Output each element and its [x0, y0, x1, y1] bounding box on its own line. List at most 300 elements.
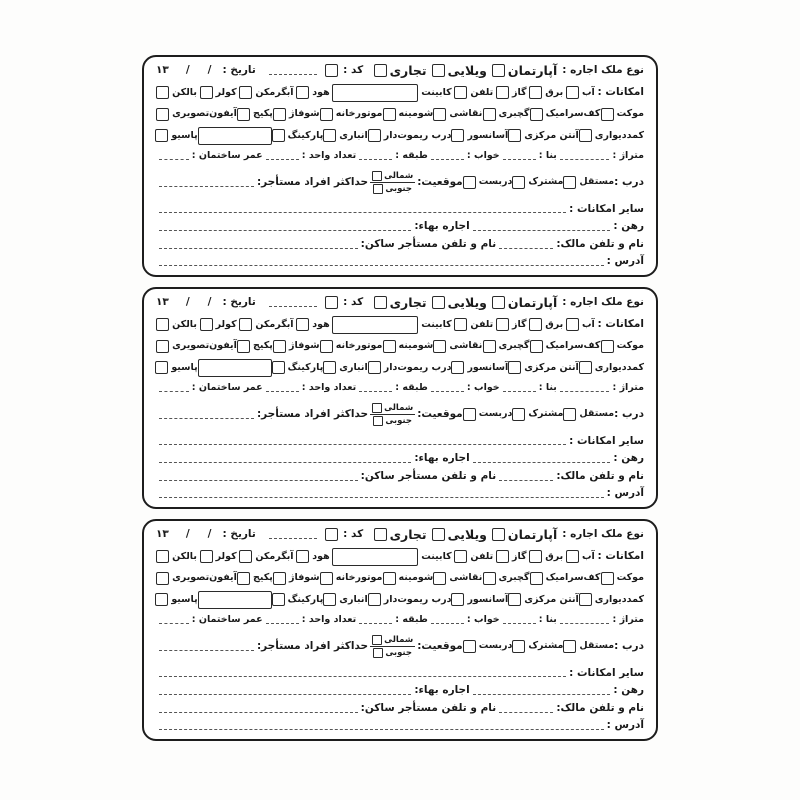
write-line-owner-contact[interactable]	[499, 479, 553, 481]
checkbox-elevator[interactable]	[451, 129, 464, 142]
amenity-hood	[296, 550, 329, 563]
position-options	[370, 171, 415, 194]
checkbox-storage-room[interactable]	[323, 361, 336, 374]
date-year-prefix: ۱۳	[156, 64, 169, 77]
checkbox-parking[interactable]	[272, 129, 285, 142]
write-line-max-tenants[interactable]	[159, 649, 254, 651]
cabinet-input-box[interactable]	[332, 84, 418, 102]
amenity-water-heater	[239, 86, 293, 99]
date-separator: /	[185, 64, 190, 77]
amenity-heating-package-label: پکیج	[253, 572, 273, 584]
amenity-phone-label: تلفن	[470, 86, 494, 98]
checkbox-villa[interactable]	[432, 296, 445, 309]
amenity-wall-closet-label: کمددیواری	[594, 361, 644, 373]
money-row	[156, 221, 644, 233]
amenity-electricity	[529, 318, 563, 331]
address-label: آدرس :	[606, 255, 644, 268]
amenities-row-1	[156, 548, 644, 566]
date-group	[156, 65, 256, 77]
door-shared-label: مشترک	[528, 176, 564, 188]
checkbox-parking[interactable]	[272, 361, 285, 374]
rental-form-1	[142, 55, 658, 277]
checkbox-central-antenna[interactable]	[508, 593, 521, 606]
amenity-central-antenna-label: آنتن مرکزی	[524, 361, 579, 373]
write-line-bedrooms[interactable]	[431, 158, 464, 160]
amenity-plasterwork	[483, 108, 530, 121]
checkbox-commercial[interactable]	[374, 64, 387, 77]
checkbox-shared[interactable]	[512, 640, 525, 653]
checkbox-south[interactable]	[373, 416, 383, 426]
write-line-max-tenants[interactable]	[159, 417, 254, 419]
amenity-hood	[296, 86, 329, 99]
type-villa-option	[432, 528, 487, 542]
checkbox-electricity[interactable]	[529, 550, 542, 563]
checkbox-exclusive[interactable]	[463, 176, 476, 189]
write-line-max-tenants[interactable]	[159, 185, 254, 187]
amenities-row-3	[156, 591, 644, 609]
checkbox-fireplace[interactable]	[383, 572, 396, 585]
other-amenities-label: سایر امکانات :	[569, 202, 644, 215]
checkbox-cooler[interactable]	[200, 318, 213, 331]
units-count-label: تعداد واحد :	[301, 150, 357, 161]
write-line-rent[interactable]	[159, 693, 411, 695]
rent-label: اجاره بهاء:	[414, 684, 470, 697]
date-label: تاریخ :	[222, 64, 256, 77]
checkbox-remote-door[interactable]	[368, 129, 381, 142]
checkbox-video-intercom[interactable]	[156, 340, 169, 353]
checkbox-south[interactable]	[373, 648, 383, 658]
door-row	[156, 168, 644, 198]
checkbox-villa[interactable]	[432, 64, 445, 77]
amenity-balcony-label: بالکن	[172, 550, 197, 562]
checkbox-phone[interactable]	[454, 86, 467, 99]
amenity-carpet-label: موکت	[616, 340, 644, 352]
checkbox-radiator[interactable]	[273, 108, 286, 121]
checkbox-hood[interactable]	[296, 318, 309, 331]
amenity-carpet	[601, 340, 644, 353]
amenity-heating-package	[237, 108, 273, 121]
amenity-remote-door	[368, 129, 452, 142]
write-line-owner-contact[interactable]	[499, 247, 553, 249]
amenity-electricity	[529, 86, 563, 99]
checkbox-fireplace[interactable]	[383, 340, 396, 353]
write-line-deposit[interactable]	[473, 229, 611, 231]
door-independent-label: مستقل	[579, 176, 615, 188]
area-label: متراژ :	[612, 150, 644, 161]
area-label: متراژ :	[612, 614, 644, 625]
door-exclusive-label: دربست	[478, 408, 513, 420]
checkbox-north[interactable]	[372, 171, 382, 181]
amenity-painting-label: نقاشی	[449, 572, 483, 584]
amenity-hood-label: هود	[312, 550, 330, 562]
amenity-balcony	[156, 318, 197, 331]
checkbox-electricity[interactable]	[529, 318, 542, 331]
amenity-video-intercom	[156, 108, 237, 121]
write-line-other-amenities[interactable]	[159, 443, 566, 445]
amenity-boiler-room-label: موتورخانه	[335, 572, 383, 584]
write-line-units-count[interactable]	[266, 158, 299, 160]
amenity-elevator	[451, 129, 508, 142]
checkbox-carpet[interactable]	[601, 108, 614, 121]
amenity-boiler-room-label: موتورخانه	[335, 340, 383, 352]
checkbox-boiler-room[interactable]	[320, 108, 333, 121]
position-north	[370, 171, 415, 183]
checkbox-apartment[interactable]	[492, 296, 505, 309]
date-separator: /	[207, 528, 212, 541]
checkbox-water[interactable]	[566, 318, 579, 331]
write-line-address[interactable]	[159, 264, 604, 266]
amenity-wall-closet	[579, 593, 644, 606]
amenity-parking-label: پارکینگ	[287, 593, 324, 605]
amenity-cooler	[200, 318, 237, 331]
amenity-plasterwork	[483, 572, 530, 585]
amenity-phone	[454, 86, 493, 99]
write-line-building-age[interactable]	[159, 622, 189, 624]
amenity-cooler-label: کولر	[215, 318, 237, 330]
amenity-balcony	[156, 86, 197, 99]
checkbox-patio[interactable]	[155, 593, 168, 606]
amenity-remote-door-label: درب ریموت‌دار	[383, 361, 452, 373]
checkbox-storage-room[interactable]	[323, 129, 336, 142]
amenity-boiler-room	[320, 572, 383, 585]
checkbox-plasterwork[interactable]	[483, 572, 496, 585]
date-separator: /	[207, 296, 212, 309]
door-exclusive	[463, 176, 513, 189]
write-line-rent[interactable]	[159, 229, 411, 231]
checkbox-balcony[interactable]	[156, 550, 169, 563]
write-line-bedrooms[interactable]	[431, 622, 464, 624]
checkbox-apartment[interactable]	[492, 64, 505, 77]
amenity-phone-label: تلفن	[470, 318, 494, 330]
checkbox-independent[interactable]	[563, 408, 576, 421]
max-tenants-label: حداکثر افراد مستأجر:	[256, 175, 369, 188]
write-line-other-amenities[interactable]	[159, 675, 566, 677]
write-line-code[interactable]	[269, 537, 317, 539]
write-line-deposit[interactable]	[473, 461, 611, 463]
door-shared-label: مشترک	[528, 640, 564, 652]
checkbox-remote-door[interactable]	[368, 593, 381, 606]
amenity-fireplace-label: شومینه	[398, 340, 434, 352]
amenity-water	[566, 318, 595, 331]
checkbox-boiler-room[interactable]	[320, 340, 333, 353]
amenity-radiator	[273, 340, 320, 353]
amenity-plasterwork-label: گچبری	[498, 108, 530, 120]
amenity-wall-closet	[579, 129, 644, 142]
amenity-ceramic-floor-label: کف‌سرامیک	[545, 572, 601, 584]
amenity-boiler-room	[320, 108, 383, 121]
write-line-building-age[interactable]	[159, 390, 189, 392]
amenity-electricity-label: برق	[545, 318, 564, 330]
code-group	[266, 528, 363, 541]
amenity-hood-label: هود	[312, 318, 330, 330]
amenity-carpet-label: موکت	[616, 572, 644, 584]
checkbox-north[interactable]	[372, 635, 382, 645]
checkbox-shared[interactable]	[512, 176, 525, 189]
write-line-code[interactable]	[269, 305, 317, 307]
tenant-contact-label: نام و تلفن مستأجر ساکن:	[360, 469, 497, 482]
door-exclusive-label: دربست	[478, 640, 513, 652]
amenities-row-2	[156, 108, 644, 121]
checkbox-radiator[interactable]	[273, 572, 286, 585]
checkbox-carpet[interactable]	[601, 340, 614, 353]
checkbox-hood[interactable]	[296, 550, 309, 563]
amenity-electricity	[529, 550, 563, 563]
checkbox-exclusive[interactable]	[463, 640, 476, 653]
write-line-owner-contact[interactable]	[499, 711, 553, 713]
checkbox-cooler[interactable]	[200, 550, 213, 563]
checkbox-painting[interactable]	[433, 572, 446, 585]
checkbox-central-antenna[interactable]	[508, 129, 521, 142]
checkbox-heating-package[interactable]	[237, 340, 250, 353]
checkbox-electricity[interactable]	[529, 86, 542, 99]
position-south-label: جنوبی	[385, 183, 413, 194]
checkbox-video-intercom[interactable]	[156, 572, 169, 585]
write-line-rent[interactable]	[159, 461, 411, 463]
parking-input-box[interactable]	[198, 127, 272, 145]
checkbox-wall-closet[interactable]	[579, 129, 592, 142]
write-line-code[interactable]	[269, 73, 317, 75]
write-line-bedrooms[interactable]	[431, 390, 464, 392]
write-line-tenant-contact[interactable]	[159, 711, 358, 713]
checkbox-water-heater[interactable]	[239, 318, 252, 331]
amenity-water	[566, 550, 595, 563]
write-line-built-area[interactable]	[503, 390, 536, 392]
checkbox-wall-closet[interactable]	[579, 593, 592, 606]
amenity-cabinet	[421, 552, 451, 562]
checkbox-south[interactable]	[373, 184, 383, 194]
amenity-water-label: آب	[582, 86, 595, 98]
checkbox-fireplace[interactable]	[383, 108, 396, 121]
position-options	[370, 403, 415, 426]
parking-input-box[interactable]	[198, 591, 272, 609]
checkbox-commercial[interactable]	[374, 296, 387, 309]
checkbox-phone[interactable]	[454, 318, 467, 331]
code-label: کد :	[343, 296, 364, 309]
units-count-label: تعداد واحد :	[301, 382, 357, 393]
checkbox-carpet[interactable]	[601, 572, 614, 585]
type-villa-label: ویلایی	[447, 295, 487, 310]
checkbox-painting[interactable]	[433, 108, 446, 121]
position-label: موقعیت:	[417, 639, 463, 652]
door-shared	[512, 176, 563, 189]
amenity-remote-door	[368, 593, 452, 606]
cabinet-input-box[interactable]	[332, 316, 418, 334]
type-commercial-option	[374, 296, 427, 310]
amenity-fireplace	[383, 340, 434, 353]
amenity-cabinet-label: کابینت	[421, 86, 452, 98]
amenity-heating-package	[237, 340, 273, 353]
position-label: موقعیت:	[417, 175, 463, 188]
checkbox-exclusive[interactable]	[463, 408, 476, 421]
checkbox-storage-room[interactable]	[323, 593, 336, 606]
date-year-prefix: ۱۳	[156, 296, 169, 309]
checkbox-villa[interactable]	[432, 528, 445, 541]
position-north-label: شمالی	[384, 634, 414, 645]
write-line-address[interactable]	[159, 728, 604, 730]
floor-label: طبقه :	[395, 614, 428, 625]
checkbox-phone[interactable]	[454, 550, 467, 563]
checkbox-gas[interactable]	[496, 86, 509, 99]
checkbox-ceramic-floor[interactable]	[530, 340, 543, 353]
checkbox-ceramic-floor[interactable]	[530, 572, 543, 585]
write-line-floor[interactable]	[359, 390, 392, 392]
amenity-wall-closet-label: کمددیواری	[594, 129, 644, 141]
amenity-video-intercom-label: آیفون‌تصویری	[172, 572, 237, 584]
amenities-label: امکانات :	[597, 550, 644, 563]
checkbox-code[interactable]	[325, 64, 338, 77]
write-line-area[interactable]	[560, 390, 610, 392]
write-line-floor[interactable]	[359, 622, 392, 624]
write-line-address[interactable]	[159, 496, 604, 498]
checkbox-commercial[interactable]	[374, 528, 387, 541]
door-independent-label: مستقل	[579, 640, 615, 652]
door-label: درب :	[614, 639, 644, 652]
checkbox-parking[interactable]	[272, 593, 285, 606]
door-exclusive-label: دربست	[478, 176, 513, 188]
rental-form-3	[142, 519, 658, 741]
building-age-label: عمر ساختمان :	[191, 150, 263, 161]
amenity-radiator	[273, 572, 320, 585]
amenity-parking	[272, 129, 324, 142]
date-separator: /	[185, 528, 190, 541]
checkbox-elevator[interactable]	[451, 361, 464, 374]
write-line-floor[interactable]	[359, 158, 392, 160]
write-line-tenant-contact[interactable]	[159, 479, 358, 481]
checkbox-balcony[interactable]	[156, 86, 169, 99]
amenity-storage-room	[323, 593, 367, 606]
amenity-parking	[272, 593, 324, 606]
amenity-heating-package-label: پکیج	[253, 340, 273, 352]
write-line-area[interactable]	[560, 158, 610, 160]
amenity-gas	[496, 318, 527, 331]
checkbox-patio[interactable]	[155, 361, 168, 374]
amenity-central-antenna	[508, 129, 579, 142]
write-line-building-age[interactable]	[159, 158, 189, 160]
checkbox-patio[interactable]	[155, 129, 168, 142]
checkbox-elevator[interactable]	[451, 593, 464, 606]
tenant-contact-label: نام و تلفن مستأجر ساکن:	[360, 237, 497, 250]
checkbox-code[interactable]	[325, 528, 338, 541]
amenity-patio-label: پاسیو	[171, 129, 198, 141]
type-apartment-label: آپارتمان	[507, 63, 558, 78]
type-villa-option	[432, 296, 487, 310]
metrics-row	[156, 383, 644, 393]
other-amenities-label: سایر امکانات :	[569, 666, 644, 679]
write-line-deposit[interactable]	[473, 693, 611, 695]
built-area-label: بنا :	[538, 150, 557, 161]
write-line-units-count[interactable]	[266, 390, 299, 392]
amenity-water-label: آب	[582, 550, 595, 562]
amenity-elevator-label: آسانسور	[467, 129, 509, 141]
deposit-label: رهن :	[613, 220, 644, 233]
door-shared-label: مشترک	[528, 408, 564, 420]
amenities-row-1	[156, 316, 644, 334]
checkbox-balcony[interactable]	[156, 318, 169, 331]
checkbox-north[interactable]	[372, 403, 382, 413]
door-label: درب :	[614, 175, 644, 188]
checkbox-wall-closet[interactable]	[579, 361, 592, 374]
checkbox-plasterwork[interactable]	[483, 340, 496, 353]
cabinet-input-box[interactable]	[332, 548, 418, 566]
checkbox-plasterwork[interactable]	[483, 108, 496, 121]
checkbox-independent[interactable]	[563, 640, 576, 653]
amenity-water-heater-label: آبگرمکن	[255, 550, 294, 562]
checkbox-heating-package[interactable]	[237, 572, 250, 585]
amenities-row-3	[156, 359, 644, 377]
contacts-row	[156, 239, 644, 251]
checkbox-water[interactable]	[566, 86, 579, 99]
checkbox-remote-door[interactable]	[368, 361, 381, 374]
date-year-prefix: ۱۳	[156, 528, 169, 541]
checkbox-apartment[interactable]	[492, 528, 505, 541]
checkbox-code[interactable]	[325, 296, 338, 309]
amenity-hood-label: هود	[312, 86, 330, 98]
amenity-video-intercom	[156, 572, 237, 585]
write-line-units-count[interactable]	[266, 622, 299, 624]
amenity-plasterwork-label: گچبری	[498, 340, 530, 352]
parking-input-box[interactable]	[198, 359, 272, 377]
amenity-gas-label: گاز	[511, 550, 527, 562]
amenity-video-intercom	[156, 340, 237, 353]
write-line-area[interactable]	[560, 622, 610, 624]
checkbox-hood[interactable]	[296, 86, 309, 99]
amenity-ceramic-floor	[530, 340, 601, 353]
checkbox-radiator[interactable]	[273, 340, 286, 353]
amenity-gas	[496, 550, 527, 563]
amenity-remote-door	[368, 361, 452, 374]
checkbox-ceramic-floor[interactable]	[530, 108, 543, 121]
amenity-fireplace	[383, 572, 434, 585]
amenity-cooler	[200, 550, 237, 563]
checkbox-shared[interactable]	[512, 408, 525, 421]
door-row	[156, 632, 644, 662]
metrics-row	[156, 615, 644, 625]
write-line-built-area[interactable]	[503, 622, 536, 624]
amenities-label: امکانات :	[597, 318, 644, 331]
write-line-built-area[interactable]	[503, 158, 536, 160]
header-row	[156, 296, 644, 310]
checkbox-gas[interactable]	[496, 318, 509, 331]
date-label: تاریخ :	[222, 528, 256, 541]
checkbox-boiler-room[interactable]	[320, 572, 333, 585]
checkbox-video-intercom[interactable]	[156, 108, 169, 121]
amenity-video-intercom-label: آیفون‌تصویری	[172, 340, 237, 352]
checkbox-water-heater[interactable]	[239, 550, 252, 563]
amenity-phone	[454, 318, 493, 331]
write-line-tenant-contact[interactable]	[159, 247, 358, 249]
position-north-label: شمالی	[384, 170, 414, 181]
checkbox-cooler[interactable]	[200, 86, 213, 99]
checkbox-painting[interactable]	[433, 340, 446, 353]
type-commercial-label: تجاری	[389, 63, 427, 78]
amenity-phone-label: تلفن	[470, 550, 494, 562]
type-apartment-option	[492, 64, 557, 78]
floor-label: طبقه :	[395, 150, 428, 161]
checkbox-central-antenna[interactable]	[508, 361, 521, 374]
write-line-other-amenities[interactable]	[159, 211, 566, 213]
amenity-heating-package	[237, 572, 273, 585]
amenity-patio	[155, 129, 197, 142]
amenity-elevator-label: آسانسور	[467, 361, 509, 373]
amenity-gas-label: گاز	[511, 86, 527, 98]
amenity-balcony-label: بالکن	[172, 318, 197, 330]
checkbox-water-heater[interactable]	[239, 86, 252, 99]
checkbox-heating-package[interactable]	[237, 108, 250, 121]
checkbox-water[interactable]	[566, 550, 579, 563]
amenity-storage-room	[323, 361, 367, 374]
checkbox-gas[interactable]	[496, 550, 509, 563]
checkbox-independent[interactable]	[563, 176, 576, 189]
